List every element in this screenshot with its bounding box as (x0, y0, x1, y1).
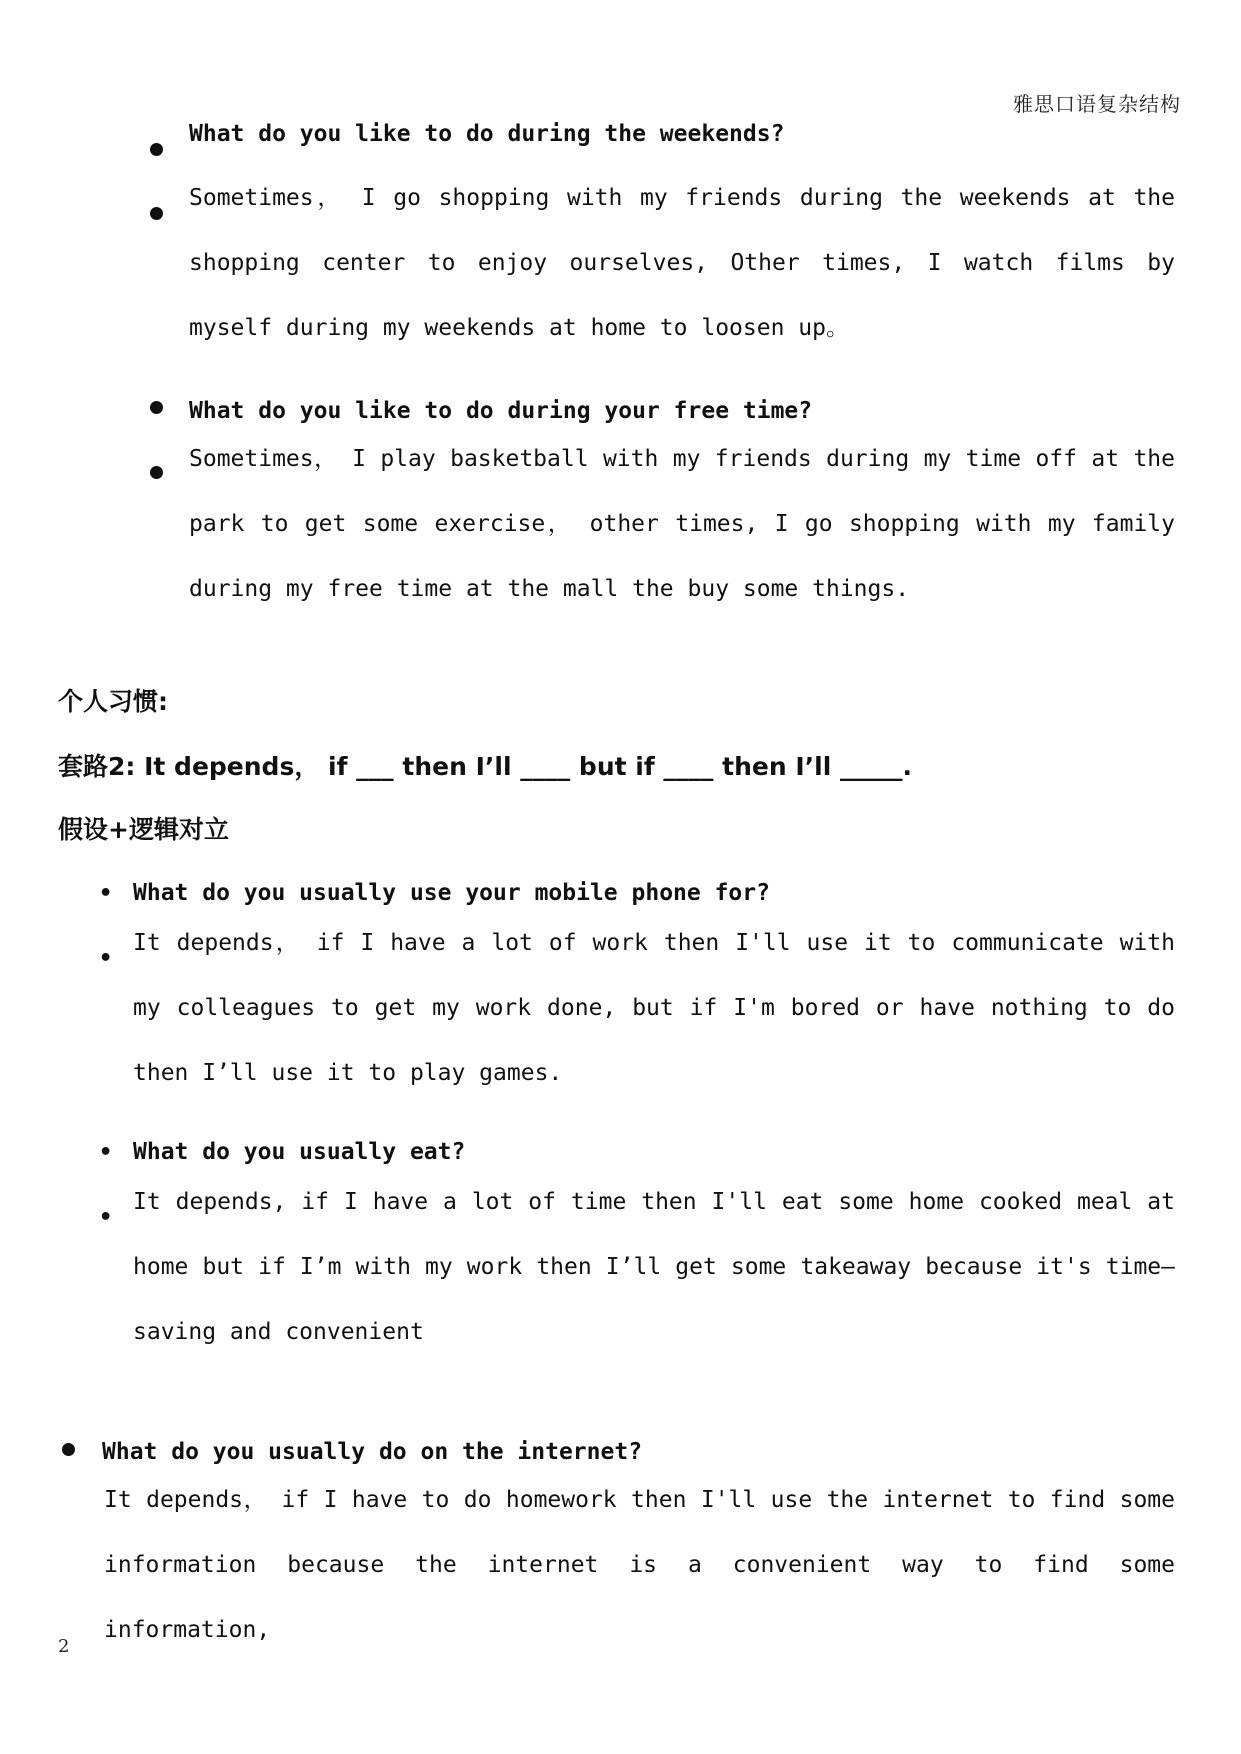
section-subtitle: 假设+逻辑对立 (58, 815, 229, 844)
bullet-icon (150, 466, 163, 479)
answer-free-time: Sometimes， I play basketball with my friends during my time off at the park to get some exercise， other times, I go shopping with my family during my free time at the mall the buy some things. (189, 446, 1175, 602)
section-title: 个人习惯: (58, 687, 168, 716)
bullet-icon: • (99, 1205, 113, 1230)
answer-eat: It depends, if I have a lot of time then I'll eat some home cooked meal at home but if I’m with my work then I’ll get some takeaway because it's time—saving and convenient (133, 1189, 1175, 1345)
bullet-icon: • (99, 946, 113, 971)
question-free-time: What do you like to do during your free time? (189, 398, 813, 424)
bullet-icon (62, 1443, 75, 1456)
bullet-icon (150, 143, 163, 156)
question-internet: What do you usually do on the internet? (102, 1439, 643, 1465)
answer-internet: It depends， if I have to do homework then I'll use the internet to find some information because the internet is a convenient way to find some information, (104, 1487, 1175, 1643)
bullet-icon: • (99, 1140, 113, 1165)
bullet-icon (150, 207, 163, 220)
page-number: 2 (58, 1636, 70, 1657)
bullet-icon: • (99, 881, 113, 906)
question-weekends: What do you like to do during the weekends? (189, 121, 785, 147)
question-mobile-phone: What do you usually use your mobile phone for? (133, 880, 770, 906)
answer-mobile-phone: It depends， if I have a lot of work then I'll use it to communicate with my colleagues to get my work done, but if I'm bored or have nothing to do then I’ll use it to play games. (133, 930, 1175, 1086)
answer-weekends: Sometimes， I go shopping with my friends during the weekends at the shopping center to enjoy ourselves, Other times, I watch films by myself during my weekends at home to loosen up。 (189, 185, 1175, 341)
page-header: 雅思口语复杂结构 (1013, 92, 1181, 116)
bullet-icon (150, 401, 163, 414)
pattern-title: 套路2: It depends， if ___ then I’ll ____ but if ____ then I’ll _____. (58, 752, 912, 781)
question-eat: What do you usually eat? (133, 1139, 466, 1165)
